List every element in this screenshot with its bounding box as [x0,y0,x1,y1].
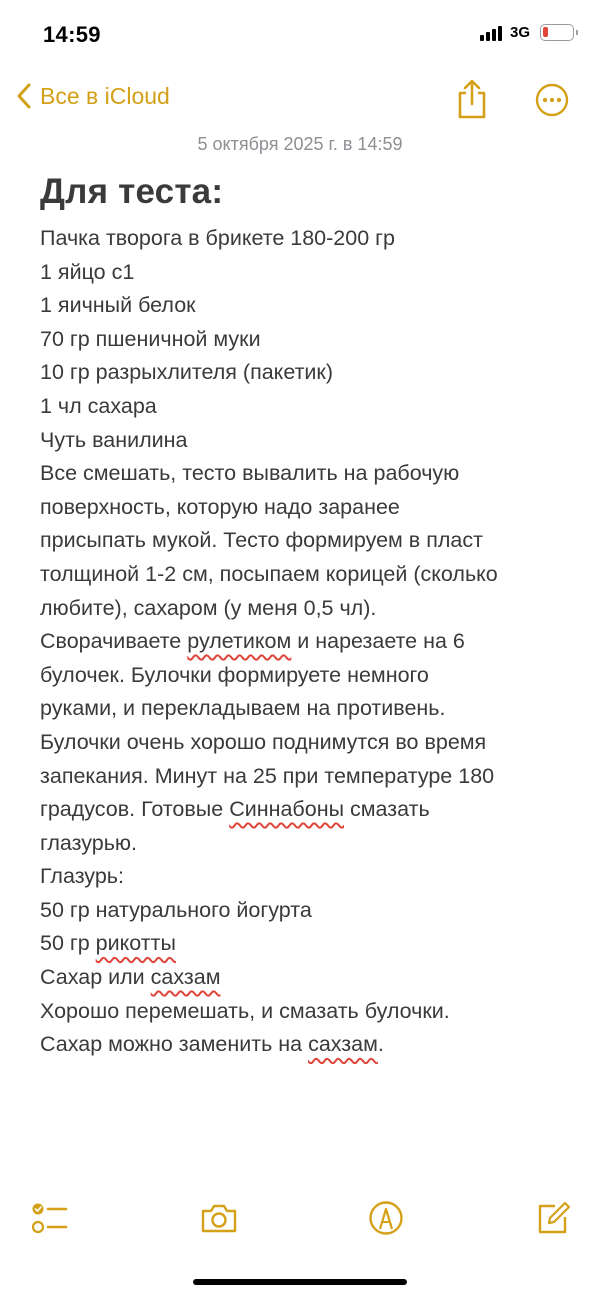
note-text: 50 гр [40,931,96,956]
misspelled-word: сахзам [308,1032,378,1057]
home-indicator[interactable] [193,1279,407,1285]
note-line [40,491,570,525]
chevron-left-icon [16,82,32,110]
misspelled-word: Синнабоны [229,797,345,822]
camera-icon [199,1198,239,1238]
note-line [40,659,570,693]
note-text: присыпать мукой. Тесто формируем в пласт [40,528,483,553]
status-time: 14:59 [43,22,101,47]
checklist-button[interactable] [30,1198,70,1238]
note-text: руками, и перекладываем на противень. [40,696,446,721]
note-line [40,356,570,390]
note-text: и нарезаете на 6 [291,629,465,654]
note-line [40,827,570,861]
navigation-bar [0,78,600,128]
note-text: Сворачиваете [40,629,188,654]
share-icon [454,78,490,120]
note-line [40,692,570,726]
note-text: смазать [344,797,430,822]
note-line [40,793,570,827]
camera-button[interactable] [199,1198,239,1238]
note-line [40,390,570,424]
note-text: толщиной 1-2 см, посыпаем корицей (сколько [40,561,498,586]
note-line [40,524,570,558]
note-line [40,256,570,290]
note-text: Булочки очень хорошо поднимутся во время [40,729,487,754]
note-text: 1 яичный белок [40,293,196,318]
note-text: 1 яйцо с1 [40,259,135,284]
note-text: поверхность, которую надо заранее [40,494,400,519]
misspelled-word: рикотты [95,931,176,956]
note-text: Глазурь: [40,864,124,889]
note-text: . [377,1032,384,1057]
bottom-toolbar [0,1192,600,1242]
note-text: булочек. Булочки формируете немного [40,662,429,687]
more-icon [534,82,570,118]
note-text: Пачка творога в брикете 180-200 гр [40,226,395,250]
note-line [40,424,570,458]
note-text: Сахар или [40,965,151,990]
more-button[interactable] [534,82,570,118]
note-line [40,222,570,256]
status-indicators [480,24,574,41]
checklist-icon [30,1198,70,1238]
back-label: Все в iCloud [40,82,170,109]
misspelled-word: рулетиком [187,629,292,654]
battery-level [543,27,548,37]
note-text: Хорошо перемешать, и смазать булочки. [40,998,450,1023]
note-body[interactable] [40,222,570,1062]
battery-icon [540,24,574,41]
share-button[interactable] [454,78,490,120]
note-line [40,726,570,760]
note-line [40,760,570,794]
note-line [40,323,570,357]
note-line [40,592,570,626]
note-text: градусов. Готовые [40,797,230,822]
note-text: любите), сахаром (у меня 0,5 чл). [40,595,377,620]
markup-pen-icon [366,1198,406,1238]
note-line [40,625,570,659]
note-line [40,961,570,995]
note-line [40,289,570,323]
network-type: 3G [509,24,530,41]
note-line [40,1028,570,1062]
note-text: Все смешать, тесто вывалить на рабочую [40,461,460,486]
compose-icon [533,1198,573,1238]
note-text: запекания. Минут на 25 при температуре 180 [40,763,495,788]
compose-button[interactable] [533,1198,573,1238]
note-line [40,860,570,894]
back-button[interactable] [16,82,170,110]
note-text: Чуть ванилина [40,427,188,452]
note-line [40,927,570,961]
note-date: 5 октября 2025 г. в 14:59 [197,134,403,154]
note-text: 10 гр разрыхлителя (пакетик) [40,360,333,385]
signal-strength-icon [480,25,502,41]
misspelled-word: сахзам [150,965,221,990]
note-text: 70 гр пшеничной муки [40,326,261,351]
note-text: глазурью. [40,830,138,855]
note-line [40,457,570,491]
note-title[interactable]: Для теста: [40,172,224,211]
note-line [40,995,570,1029]
status-bar [0,0,600,72]
note-line [40,558,570,592]
note-text: Сахар можно заменить на [40,1032,309,1057]
markup-button[interactable] [366,1198,406,1238]
note-line [40,894,570,928]
note-text: 50 гр натурального йогурта [40,897,312,922]
note-text: 1 чл сахара [40,393,157,418]
